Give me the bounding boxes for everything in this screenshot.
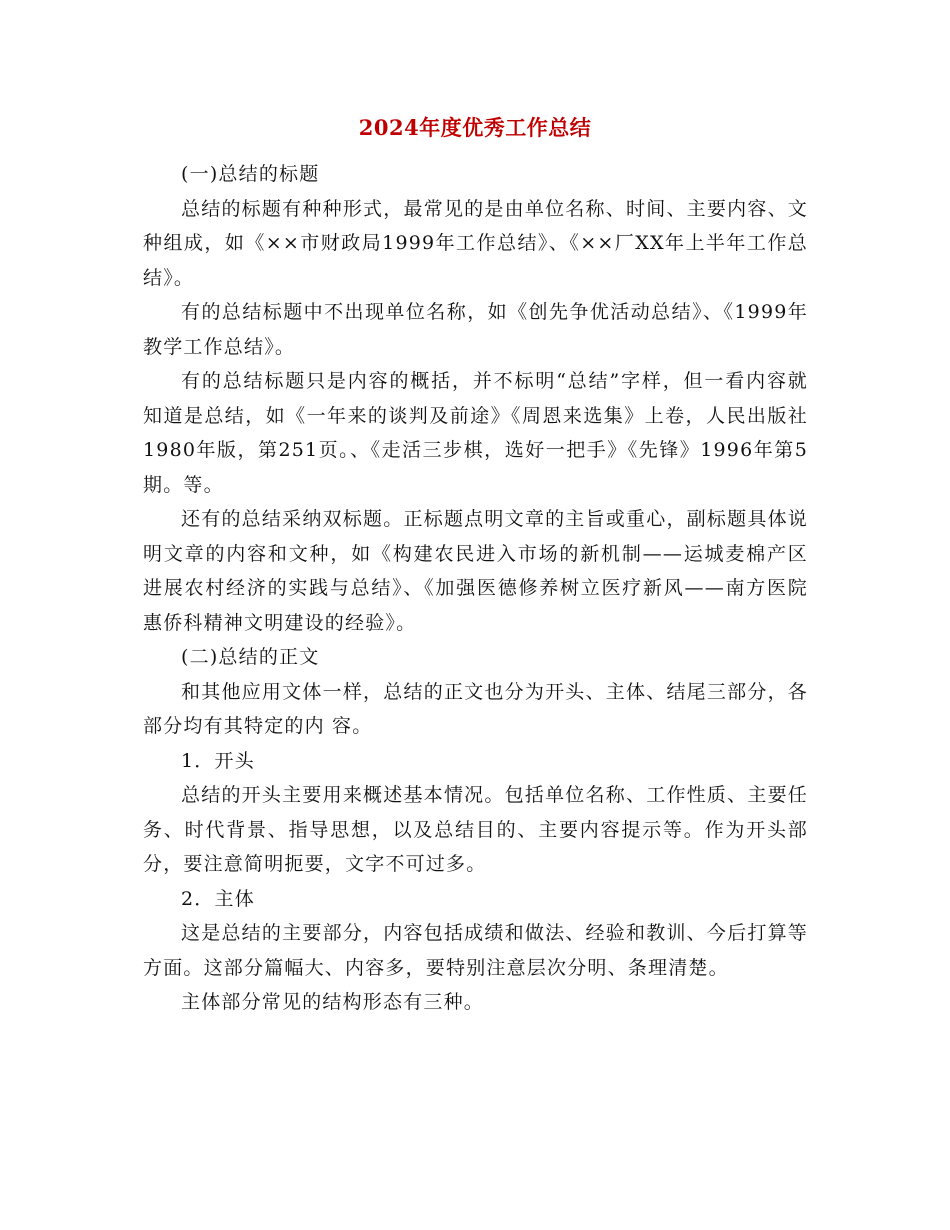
subsection-heading-main: 2．主体 [181, 887, 255, 910]
document-title: 2024年度优秀工作总结 [358, 115, 592, 140]
section-heading-title: (一)总结的标题 [181, 163, 320, 185]
paragraph: 还有的总结采纳双标题。正标题点明文章的主旨或重心，副标题具体说明文章的内容和文种，如《构建农民进入市场的新机制——运城麦棉产区进展农村经济的实践与总结》、《加强医德修养树立医疗新风——南方医院惠侨科精神文明建设的经验》。 [143, 508, 808, 634]
paragraph: 总结的标题有种种形式，最常见的是由单位名称、时间、主要内容、文种组成，如《××市财政局1999年工作总结》、《××厂XX年上半年工作总结》。 [143, 197, 808, 289]
paragraph: 总结的开头主要用来概述基本情况。包括单位名称、工作性质、主要任务、时代背景、指导思想，以及总结目的、主要内容提示等。作为开头部分，要注意简明扼要，文字不可过多。 [143, 784, 808, 875]
document-body [143, 157, 808, 1020]
paragraph: 有的总结标题只是内容的概括，并不标明“总结”字样，但一看内容就知道是总结，如《一年来的谈判及前途》《周恩来选集》上卷，人民出版社1980年版，第251页。、《走活三步棋，选好一把手》《先锋》1996年第5期。等。 [143, 370, 808, 496]
paragraph: 主体部分常见的结构形态有三种。 [181, 991, 485, 1013]
subsection-heading-opening: 1．开头 [181, 749, 255, 772]
section-heading-body: (二)总结的正文 [181, 646, 320, 668]
paragraph: 有的总结标题中不出现单位名称，如《创先争优活动总结》、《1999年教学工作总结》。 [143, 301, 808, 358]
paragraph: 这是总结的主要部分，内容包括成绩和做法、经验和教训、今后打算等方面。这部分篇幅大、内容多，要特别注意层次分明、条理清楚。 [143, 922, 808, 979]
paragraph: 和其他应用文体一样，总结的正文也分为开头、主体、结尾三部分，各部分均有其特定的内 容。 [143, 680, 808, 737]
